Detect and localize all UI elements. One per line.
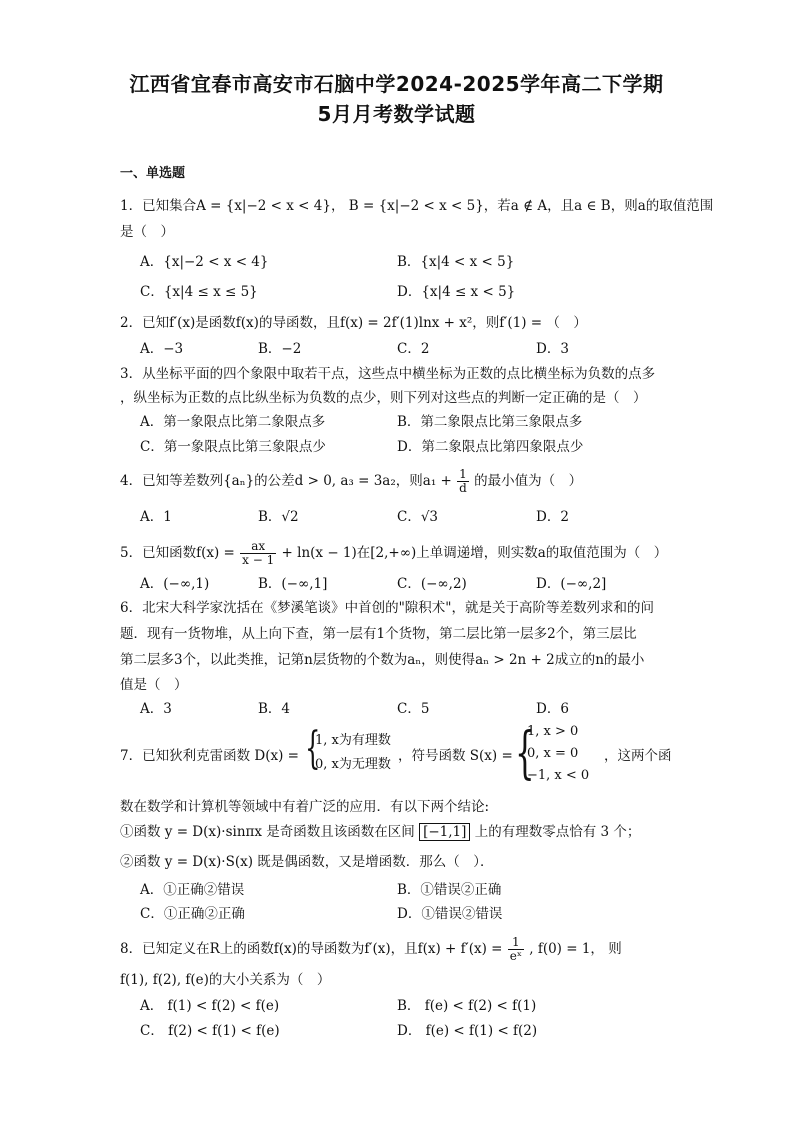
- q8-stem-line2: f(1), f(2), f(e)的大小关系为（ ）: [120, 972, 331, 988]
- q3-option-b: B．第二象限点比第三象限点多: [397, 414, 583, 430]
- q5-option-d: D．(−∞,2]: [536, 576, 607, 592]
- q4-option-a: A．1: [140, 509, 172, 525]
- q7-stem-line2: 数在数学和计算机等领域中有着广泛的应用．有以下两个结论:: [120, 799, 490, 815]
- q6-option-a: A．3: [140, 701, 172, 717]
- q6-option-d: D．6: [536, 701, 569, 717]
- q8-frac-num: 1: [508, 936, 524, 950]
- q7-conclusion2: ②函数 y = D(x)·S(x) 既是偶函数，又是增函数．那么（ ）．: [120, 854, 494, 870]
- q1-option-c: C．{x|4 ≤ x ≤ 5}: [140, 284, 258, 300]
- q5-option-b: B．(−∞,1]: [258, 576, 328, 592]
- q4-stem-part2: 的最小值为（ ）: [474, 473, 583, 489]
- q7-conclusion1-part1: ①函数 y = D(x)·sinπx 是奇函数且该函数在区间: [120, 824, 415, 840]
- q1-stem-line2: 是（ ）: [120, 224, 174, 240]
- sign-case1: 1, x > 0: [527, 724, 579, 739]
- sign-case3: −1, x < 0: [527, 768, 590, 783]
- q4-option-d: D．2: [536, 509, 569, 525]
- q4-frac-num: 1: [457, 468, 469, 482]
- q6-stem-line2: 题．现有一货物堆，从上向下查，第一层有1个货物，第二层比第一层多2个，第三层比: [120, 626, 637, 642]
- q7-stem-part3: ，这两个函: [604, 748, 672, 764]
- q7-option-a: A．①正确②错误: [140, 882, 245, 898]
- q1-option-b: B．{x|4 < x < 5}: [397, 254, 515, 270]
- q5-stem-part1: 5．已知函数f(x) =: [120, 545, 235, 561]
- q7-conclusion1-part2: 上的有理数零点恰有 3 个；: [474, 824, 641, 840]
- q6-option-b: B．4: [258, 701, 291, 717]
- section-heading: 一、单选题: [120, 166, 186, 181]
- q7-stem-part1: 7．已知狄利克雷函数 D(x) =: [120, 748, 299, 764]
- q5-option-a: A．(−∞,1): [140, 576, 210, 592]
- q8-option-d: D． f(e) < f(1) < f(2): [397, 1023, 538, 1039]
- q3-option-d: D．第二象限点比第四象限点少: [397, 439, 584, 455]
- q7-option-b: B．①错误②正确: [397, 882, 502, 898]
- q7-option-c: C．①正确②正确: [140, 906, 245, 922]
- q6-stem-line3: 第二层多3个，以此类推，记第n层货物的个数为aₙ，则使得aₙ > 2n + 2成立的n的最小: [120, 652, 645, 668]
- exam-title-line2: 5月月考数学试题: [317, 102, 476, 126]
- q4-stem: [120, 468, 582, 495]
- q5-stem-part2: + ln(x − 1)在[2,+∞)上单调递增，则实数a的取值范围为（ ）: [281, 545, 668, 561]
- q2-option-d: D．3: [536, 341, 569, 357]
- q4-option-b: B．√2: [258, 509, 299, 525]
- q3-stem-line1: 3．从坐标平面的四个象限中取若干点，这些点中横坐标为正数的点比横坐标为负数的点多: [120, 366, 656, 382]
- q5-stem: [120, 540, 667, 567]
- q7-conclusion1: [120, 822, 640, 842]
- q7-option-d: D．①错误②错误: [397, 906, 503, 922]
- dirichlet-case1: 1, x为有理数: [315, 733, 391, 748]
- q3-stem-line2: ，纵坐标为正数的点比纵坐标为负数的点少，则下列对这些点的判断一定正确的是（ ）: [120, 390, 647, 406]
- q8-option-b: B． f(e) < f(2) < f(1): [397, 998, 537, 1014]
- sign-case2: 0, x = 0: [527, 746, 579, 761]
- q2-option-a: A．−3: [140, 341, 184, 357]
- exam-title-line1: 江西省宜春市高安市石脑中学2024-2025学年高二下学期: [129, 72, 664, 96]
- q6-option-c: C．5: [397, 701, 430, 717]
- q3-option-a: A．第一象限点比第二象限点多: [140, 414, 326, 430]
- q8-option-c: C． f(2) < f(1) < f(e): [140, 1023, 280, 1039]
- q5-option-c: C．(−∞,2): [397, 576, 467, 592]
- q4-option-c: C．√3: [397, 509, 439, 525]
- q8-option-a: A． f(1) < f(2) < f(e): [140, 998, 280, 1014]
- q1-option-d: D．{x|4 ≤ x < 5}: [397, 284, 516, 300]
- q8-frac-den: eˣ: [509, 949, 522, 963]
- q6-stem-line1: 6．北宋大科学家沈括在《梦溪笔谈》中首创的"隙积术"，就是关于高阶等差数列求和的问: [120, 600, 655, 616]
- dirichlet-case2: 0, x为无理数: [315, 757, 391, 772]
- q6-stem-line4: 值是（ ）: [120, 677, 188, 693]
- q5-frac-den: x − 1: [242, 553, 275, 567]
- q1-stem-line1: 1．已知集合A = {x|−2 < x < 4}， B = {x|−2 < x < 5}，若a ∉ A，且a ∈ B，则a的取值范围: [120, 198, 714, 214]
- q5-fraction: [240, 540, 276, 567]
- q8-stem-part2: , f(0) = 1， 则: [529, 941, 622, 957]
- q7-stem-part2: ，符号函数 S(x) =: [398, 748, 513, 764]
- q5-frac-num: ax: [240, 540, 276, 554]
- q2-option-b: B．−2: [258, 341, 302, 357]
- left-brace-icon: {: [515, 721, 535, 786]
- q4-stem-part1: 4．已知等差数列{aₙ}的公差d > 0, a₃ = 3a₂，则a₁ +: [120, 473, 452, 489]
- q3-option-c: C．第一象限点比第三象限点少: [140, 439, 326, 455]
- q4-fraction: [457, 468, 469, 495]
- q1-option-a: A．{x|−2 < x < 4}: [140, 254, 269, 270]
- q2-stem: 2．已知f′(x)是函数f(x)的导函数，且f(x) = 2f′(1)lnx + x²，则f′(1) = （ ）: [120, 315, 587, 331]
- left-brace-icon: {: [305, 723, 321, 774]
- q8-stem-part1: 8．已知定义在R上的函数f(x)的导函数为f′(x)，且f(x) + f′(x) =: [120, 941, 503, 957]
- q4-frac-den: d: [459, 481, 467, 495]
- q8-stem: [120, 936, 622, 963]
- q7-interval: [−1,1]: [419, 823, 470, 841]
- q8-fraction: [508, 936, 524, 963]
- q2-option-c: C．2: [397, 341, 430, 357]
